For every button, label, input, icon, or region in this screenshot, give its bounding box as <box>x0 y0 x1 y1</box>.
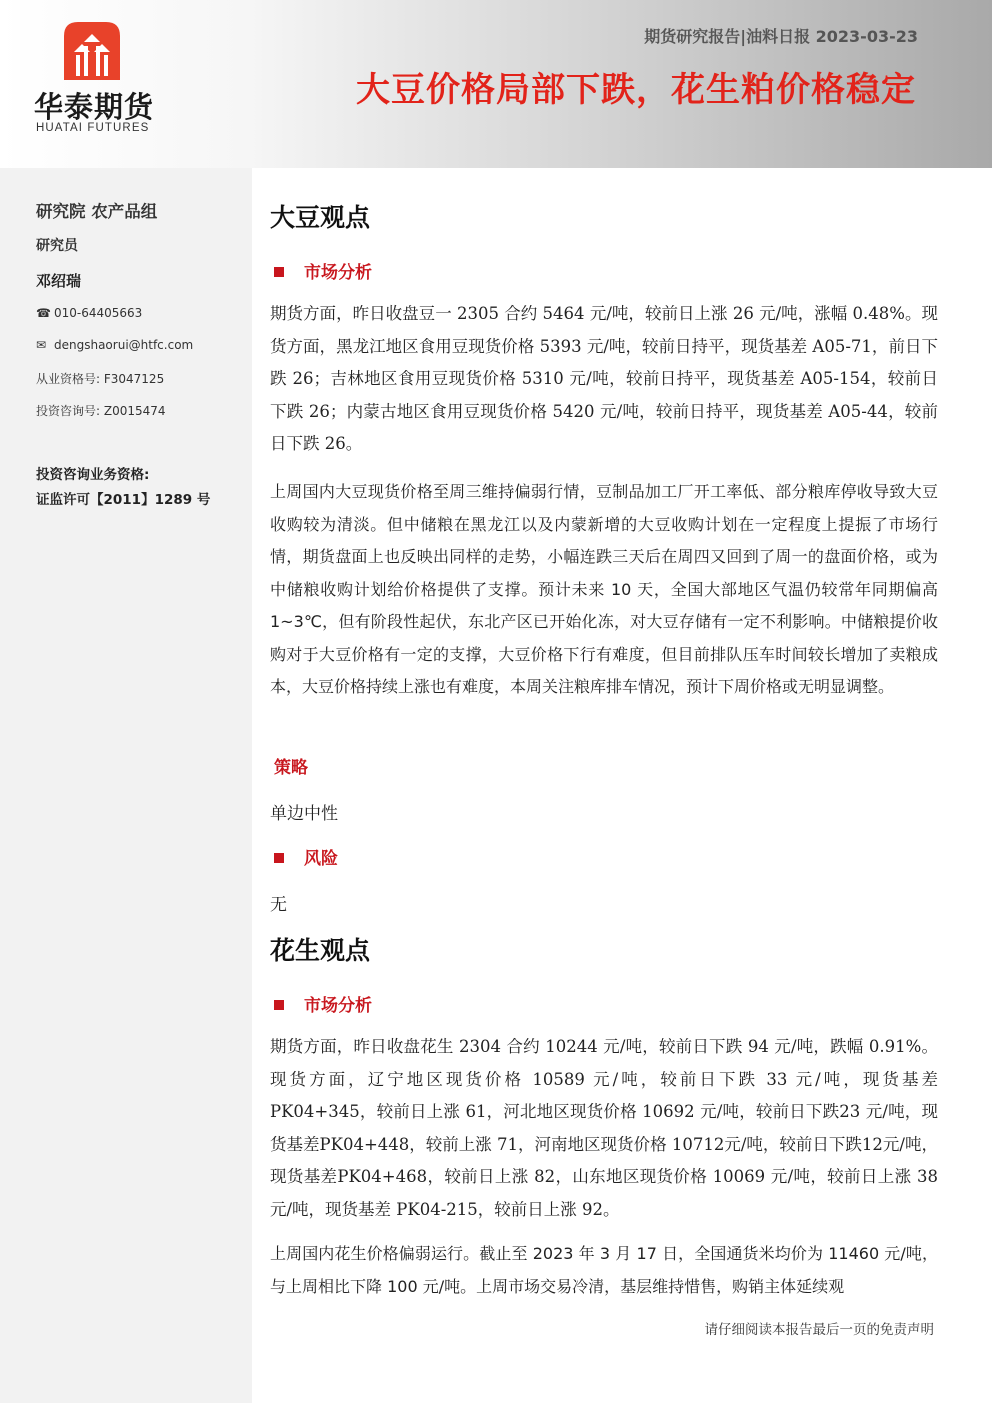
peanut-market-paragraph-2: 上周国内花生价格偏弱运行。截止至 2023 年 3 月 17 日，全国通货米均价为 11460 元/吨，与上周相比下降 100 元/吨。上周市场交易冷清，基层维持惜售，购销主体延续观 <box>270 1244 938 1296</box>
phone-number: 010-64405663 <box>54 306 143 320</box>
qualification-label: 投资咨询业务资格: <box>36 467 150 483</box>
report-type-date: 期货研究报告|油料日报 2023-03-23 <box>644 27 918 46</box>
department: 研究院 农产品组 <box>36 202 158 221</box>
soy-risk-heading <box>274 844 338 869</box>
soy-strategy-text: 单边中性 <box>270 804 338 824</box>
license-number: 从业资格号: F3047125 <box>36 372 165 386</box>
logo-english-name: HUATAI FUTURES <box>36 122 150 134</box>
soy-market-heading-label: 市场分析 <box>304 263 372 283</box>
analyst-role: 研究员 <box>36 238 78 254</box>
soy-strategy-heading: 策略 <box>274 758 308 778</box>
report-header <box>0 0 992 168</box>
envelope-icon: ✉ <box>36 338 47 352</box>
disclaimer-note: 请仔细阅读本报告最后一页的免责声明 <box>704 1322 934 1338</box>
peanut-market-paragraph-1: 期货方面，昨日收盘花生 2304 合约 10244 元/吨，较前日下跌 94 元/吨，跌幅 0.91%。现货方面，辽宁地区现货价格 10589 元/吨，较前日下跌 33 元/吨，现货基差 PK04+345，较前日上涨 61，河北地区现货价格 10692 元/吨，较前日下跌23 元/吨，现货基差PK04+448，较前上涨 71，河南地区现货价格 10712元/吨，较前日下跌12元/吨，现货基差PK04+468，较前日上涨 82，山东地区现货价格 10069 元/吨，较前日上涨 38 元/吨，现货基差 PK04-215，较前日上涨 92。 <box>270 1037 938 1219</box>
peanut-market-heading-label: 市场分析 <box>304 996 372 1016</box>
peanut-market-heading <box>274 991 372 1016</box>
email-line[interactable] <box>36 338 193 352</box>
soy-section-title: 大豆观点 <box>270 203 371 232</box>
peanut-section-title: 花生观点 <box>270 936 371 965</box>
analyst-name: 邓绍瑞 <box>36 272 82 290</box>
soy-market-paragraph-2: 上周国内大豆现货价格至周三维持偏弱行情，豆制品加工厂开工率低、部分粮库停收导致大豆收购较为清淡。但中储粮在黑龙江以及内蒙新增的大豆收购计划在一定程度上提振了市场行情，期货盘面上也反映出同样的走势，小幅连跌三天后在周四又回到了周一的盘面价格，或为中储粮收购计划给价格提供了支撑。预计未来 10 天，全国大部地区气温仍较常年同期偏高 1~3℃，但有阶段性起伏，东北产区已开始化冻，对大豆存储有一定不利影响。中储粮提价收购对于大豆价格有一定的支撑，大豆价格下行有难度，但目前排队压车时间较长增加了卖粮成本，大豆价格持续上涨也有难度，本周关注粮库排车情况，预计下周价格或无明显调整。 <box>270 482 938 696</box>
consult-number: 投资咨询号: Z0015474 <box>36 404 166 418</box>
logo-chinese-name: 华泰期货 <box>34 90 155 124</box>
soy-risk-heading-label: 风险 <box>304 849 338 869</box>
email-address[interactable]: dengshaorui@htfc.com <box>54 338 194 352</box>
phone-line <box>36 306 142 320</box>
author-sidebar <box>0 168 252 1403</box>
square-bullet-icon <box>274 267 284 277</box>
qualification-value: 证监许可【2011】1289 号 <box>36 492 211 508</box>
soy-market-heading <box>274 258 372 283</box>
soy-market-paragraph-1: 期货方面，昨日收盘豆一 2305 合约 5464 元/吨，较前日上涨 26 元/吨，涨幅 0.48%。现货方面，黑龙江地区食用豆现货价格 5393 元/吨，较前日持平，现货基差 A05-71，前日下跌 26；吉林地区食用豆现货价格 5310 元/吨，较前日持平，现货基差 A05-154，较前日下跌 26；内蒙古地区食用豆现货价格 5420 元/吨，较前日持平，现货基差 A05-44，较前日下跌 26。 <box>270 304 938 453</box>
report-title: 大豆价格局部下跌，花生粕价格稳定 <box>356 70 916 110</box>
square-bullet-icon <box>274 853 284 863</box>
huatai-logo-icon <box>64 22 120 80</box>
square-bullet-icon <box>274 1000 284 1010</box>
soy-risk-text: 无 <box>270 895 287 915</box>
phone-icon: ☎ <box>36 306 51 320</box>
